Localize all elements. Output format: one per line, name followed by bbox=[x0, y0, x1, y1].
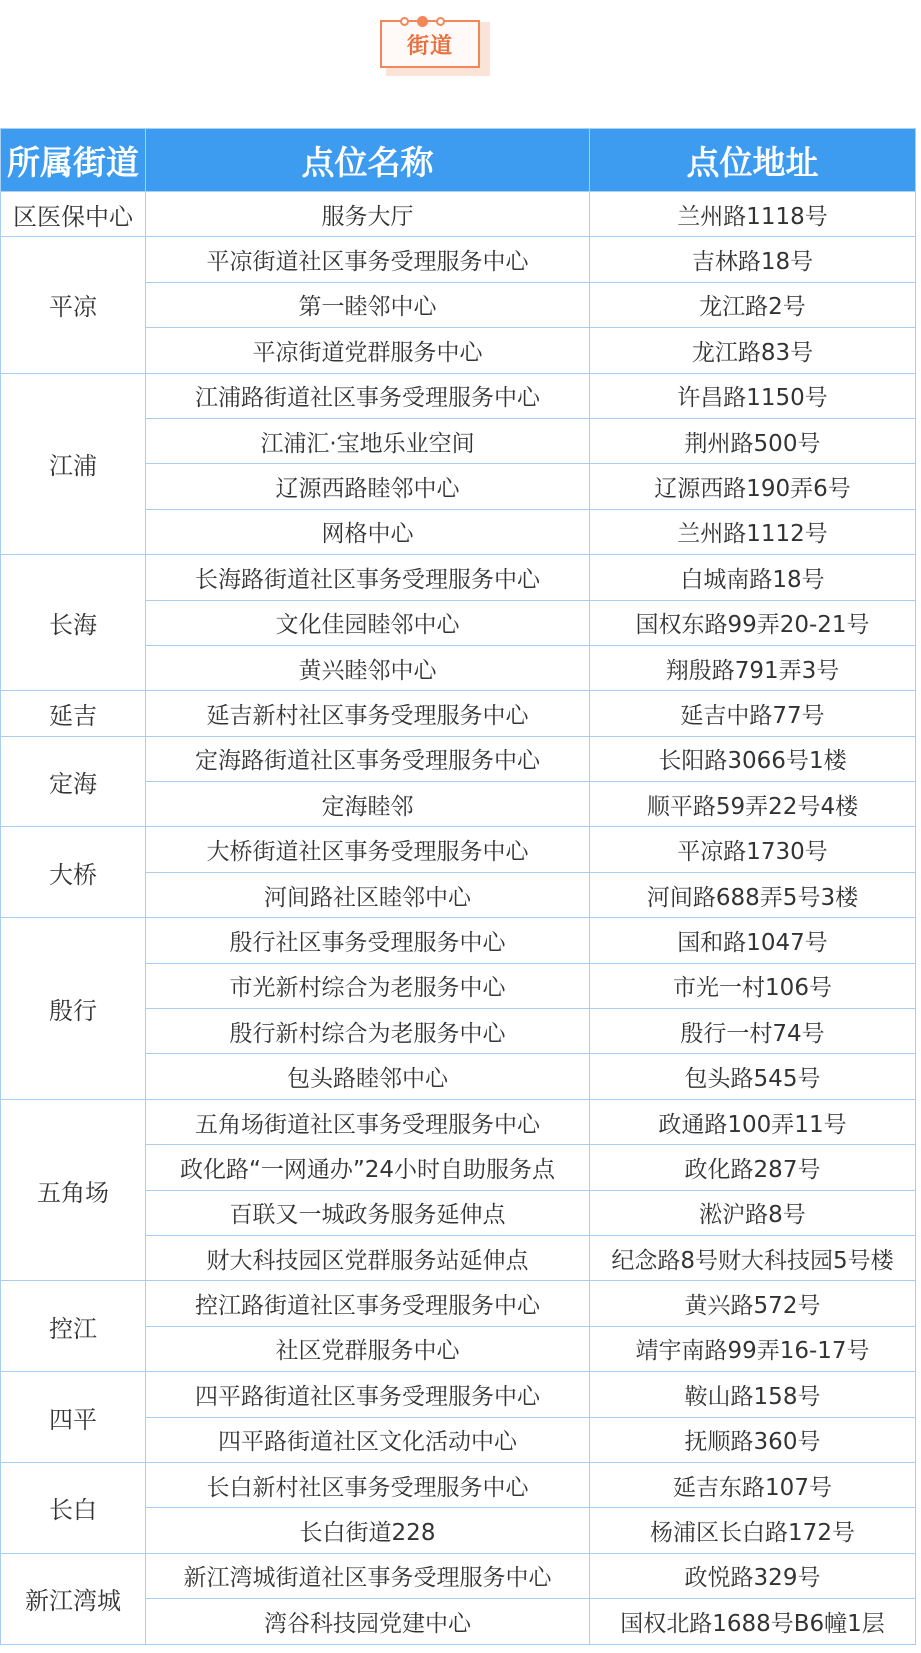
point-name-cell: 长海路街道社区事务受理服务中心 bbox=[146, 555, 590, 600]
street-cell: 定海 bbox=[1, 736, 146, 827]
point-address-cell: 辽源西路190弄6号 bbox=[590, 464, 916, 509]
point-name-cell: 网格中心 bbox=[146, 509, 590, 554]
table-row bbox=[1, 192, 916, 237]
point-name-cell: 辽源西路睦邻中心 bbox=[146, 464, 590, 509]
point-name-cell: 长白街道228 bbox=[146, 1508, 590, 1553]
point-address-cell: 吉林路18号 bbox=[590, 237, 916, 282]
point-address-cell: 河间路688弄5号3楼 bbox=[590, 872, 916, 917]
filled-dot-icon bbox=[417, 16, 428, 27]
point-name-cell: 第一睦邻中心 bbox=[146, 282, 590, 327]
point-name-cell: 大桥街道社区事务受理服务中心 bbox=[146, 827, 590, 872]
point-address-cell: 政悦路329号 bbox=[590, 1553, 916, 1598]
point-name-cell: 湾谷科技园党建中心 bbox=[146, 1599, 590, 1644]
point-name-cell: 政化路“一网通办”24小时自助服务点 bbox=[146, 1145, 590, 1190]
point-name-cell: 市光新村综合为老服务中心 bbox=[146, 963, 590, 1008]
point-name-cell: 新江湾城街道社区事务受理服务中心 bbox=[146, 1553, 590, 1598]
point-address-cell: 龙江路2号 bbox=[590, 282, 916, 327]
street-cell: 延吉 bbox=[1, 691, 146, 736]
point-name-cell: 殷行社区事务受理服务中心 bbox=[146, 918, 590, 963]
street-cell: 新江湾城 bbox=[1, 1553, 146, 1644]
point-address-cell: 长阳路3066号1楼 bbox=[590, 736, 916, 781]
ring-dot-icon bbox=[436, 17, 445, 26]
point-address-cell: 抚顺路360号 bbox=[590, 1417, 916, 1462]
point-name-cell: 平凉街道党群服务中心 bbox=[146, 328, 590, 373]
point-name-cell: 百联又一城政务服务延伸点 bbox=[146, 1190, 590, 1235]
table-row bbox=[1, 1462, 916, 1507]
table-header-row bbox=[1, 129, 916, 192]
point-name-cell: 殷行新村综合为老服务中心 bbox=[146, 1009, 590, 1054]
point-address-cell: 淞沪路8号 bbox=[590, 1190, 916, 1235]
point-address-cell: 殷行一村74号 bbox=[590, 1009, 916, 1054]
point-address-cell: 延吉东路107号 bbox=[590, 1462, 916, 1507]
point-address-cell: 国和路1047号 bbox=[590, 918, 916, 963]
table-row bbox=[1, 555, 916, 600]
badge-dots-decoration bbox=[400, 14, 450, 28]
header-street: 所属街道 bbox=[1, 129, 146, 192]
table-row bbox=[1, 237, 916, 282]
point-address-cell: 杨浦区长白路172号 bbox=[590, 1508, 916, 1553]
point-name-cell: 定海睦邻 bbox=[146, 782, 590, 827]
table-body bbox=[1, 192, 916, 1645]
point-name-cell: 河间路社区睦邻中心 bbox=[146, 872, 590, 917]
table-row bbox=[1, 1553, 916, 1598]
table-row bbox=[1, 827, 916, 872]
point-name-cell: 黄兴睦邻中心 bbox=[146, 645, 590, 690]
point-address-cell: 顺平路59弄22号4楼 bbox=[590, 782, 916, 827]
point-name-cell: 四平路街道社区文化活动中心 bbox=[146, 1417, 590, 1462]
point-name-cell: 定海路街道社区事务受理服务中心 bbox=[146, 736, 590, 781]
point-address-cell: 政通路100弄11号 bbox=[590, 1099, 916, 1144]
table-row bbox=[1, 1372, 916, 1417]
point-address-cell: 国权东路99弄20-21号 bbox=[590, 600, 916, 645]
point-address-cell: 白城南路18号 bbox=[590, 555, 916, 600]
point-name-cell: 四平路街道社区事务受理服务中心 bbox=[146, 1372, 590, 1417]
point-name-cell: 江浦汇·宝地乐业空间 bbox=[146, 418, 590, 463]
point-address-cell: 延吉中路77号 bbox=[590, 691, 916, 736]
point-address-cell: 兰州路1118号 bbox=[590, 192, 916, 237]
street-cell: 江浦 bbox=[1, 373, 146, 555]
table-row bbox=[1, 1099, 916, 1144]
point-address-cell: 翔殷路791弄3号 bbox=[590, 645, 916, 690]
point-address-cell: 纪念路8号财大科技园5号楼 bbox=[590, 1235, 916, 1280]
table-row bbox=[1, 736, 916, 781]
table-row bbox=[1, 691, 916, 736]
street-cell: 区医保中心 bbox=[1, 192, 146, 237]
point-address-cell: 包头路545号 bbox=[590, 1054, 916, 1099]
header-point-name: 点位名称 bbox=[146, 129, 590, 192]
street-cell: 五角场 bbox=[1, 1099, 146, 1281]
point-address-cell: 政化路287号 bbox=[590, 1145, 916, 1190]
point-name-cell: 平凉街道社区事务受理服务中心 bbox=[146, 237, 590, 282]
point-address-cell: 许昌路1150号 bbox=[590, 373, 916, 418]
point-name-cell: 财大科技园区党群服务站延伸点 bbox=[146, 1235, 590, 1280]
point-address-cell: 平凉路1730号 bbox=[590, 827, 916, 872]
point-name-cell: 文化佳园睦邻中心 bbox=[146, 600, 590, 645]
street-cell: 长白 bbox=[1, 1462, 146, 1553]
header-point-address: 点位地址 bbox=[590, 129, 916, 192]
service-points-table bbox=[0, 128, 916, 1645]
point-address-cell: 鞍山路158号 bbox=[590, 1372, 916, 1417]
point-name-cell: 江浦路街道社区事务受理服务中心 bbox=[146, 373, 590, 418]
section-title: 街道 bbox=[406, 33, 453, 59]
street-cell: 控江 bbox=[1, 1281, 146, 1372]
section-badge bbox=[380, 14, 492, 84]
table-row bbox=[1, 918, 916, 963]
street-cell: 长海 bbox=[1, 555, 146, 691]
table-row bbox=[1, 373, 916, 418]
point-address-cell: 荆州路500号 bbox=[590, 418, 916, 463]
street-cell: 大桥 bbox=[1, 827, 146, 918]
point-name-cell: 长白新村社区事务受理服务中心 bbox=[146, 1462, 590, 1507]
dot-connector bbox=[428, 20, 436, 22]
point-address-cell: 靖宇南路99弄16-17号 bbox=[590, 1326, 916, 1371]
point-name-cell: 延吉新村社区事务受理服务中心 bbox=[146, 691, 590, 736]
point-address-cell: 国权北路1688号B6幢1层 bbox=[590, 1599, 916, 1644]
point-address-cell: 兰州路1112号 bbox=[590, 509, 916, 554]
street-cell: 殷行 bbox=[1, 918, 146, 1100]
point-address-cell: 龙江路83号 bbox=[590, 328, 916, 373]
point-name-cell: 控江路街道社区事务受理服务中心 bbox=[146, 1281, 590, 1326]
dot-connector bbox=[409, 20, 417, 22]
point-name-cell: 服务大厅 bbox=[146, 192, 590, 237]
point-address-cell: 市光一村106号 bbox=[590, 963, 916, 1008]
street-cell: 四平 bbox=[1, 1372, 146, 1463]
point-name-cell: 五角场街道社区事务受理服务中心 bbox=[146, 1099, 590, 1144]
street-cell: 平凉 bbox=[1, 237, 146, 373]
ring-dot-icon bbox=[400, 17, 409, 26]
point-address-cell: 黄兴路572号 bbox=[590, 1281, 916, 1326]
table-row bbox=[1, 1281, 916, 1326]
point-name-cell: 包头路睦邻中心 bbox=[146, 1054, 590, 1099]
point-name-cell: 社区党群服务中心 bbox=[146, 1326, 590, 1371]
